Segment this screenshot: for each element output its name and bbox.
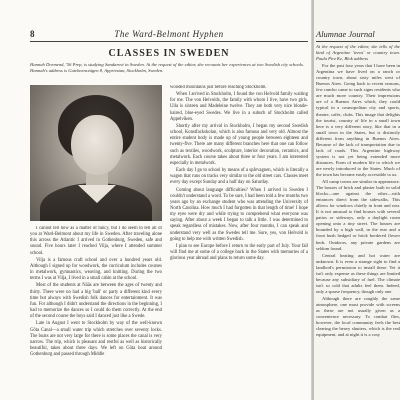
page-header xyxy=(30,29,308,42)
right-paragraph: At the request of the editor, she tells of the kind of Argentine 'teens' or country town. Paula Pirz Ke, Blok address xyxy=(316,44,400,62)
portrait-face xyxy=(71,115,123,175)
article-intro: Hannah Dormend, '56 Prep, is studying Sandarovi in Sweden. At the request of the editor, she recounts her experiences at two Swedish city schools. Hannah's address is Gutebarnsvägen 8, Apprivstan, Stockholm, Sweden. xyxy=(30,62,304,73)
paragraph: Shortly after my arrival in Stockholm, I began my second Swedish school, Konstfackskolan, which is also famous and very old. Almost the entire student body is made up of young people between eighteen and twenty-five. There are many different branches here that one can follow such as textiles, woodwork, sculpture, interior decoration, ceramics, and metalwork. Each course takes about three or four years. I am interested especially in metalwork. xyxy=(170,123,308,166)
right-paragraph: All camp towns are similar in appearance. The houses of brick and plaster built in solid blocks—one against the other—with entrances direct from the sidewalks. This allows for windows chiefly in front and rear. It is not unusual to find houses with several patios or sideways, only a daylight room opening onto a tiny street. The houses are bounded by a high wall, in the rear and a front bush hedged or brick bordered flower beds. Outdoors, any private gardens are seldom found. xyxy=(316,179,400,251)
left-text-column xyxy=(30,226,162,396)
paragraph: Late in August I went to Stockholm by way of the well-known Göta Canal—a small water trip which stretches over seventy locks. The boats are not very large for there is some places the canal is very narrow. The trip, which is pleasant and restful as well as historically beautiful, takes about three days. We left on Göta boat around Gothenburg and passed through Middle xyxy=(30,321,162,358)
paragraph: When I arrived in Stockholm, I found the von Helvold family waiting for me. The von Helvolds, the family with whom I live, have two girls. Ulla is sixteen and Madeleine twelve. They are both very nice blonde-haired, blue-eyed Swedes. We live in a suburb of Stockholm called Appelviken. xyxy=(170,92,308,122)
article-title: CLASSES IN SWEDEN xyxy=(108,48,230,59)
right-paragraph: For the past four years that I have been in Argentina we have lived on a ranch or country town, about sixty miles west of Buenos Aires. Going back to recent seasons, few rancho came to such signs residents who are much more country. Their impressions are of a Buenos Aires which, they could typical in a cosmopolitan city and sports, theatre, cafés, clubs. This image that delights the tourist, country of life in a small town here is a very different story, like that in a small town in the States, but is distinctly different from anything in Buenos Aires. Because of the lack of transportation due to lack of roads. This Argentine highway system is not yet being extended more distances. Form of modern life to which we are newly introduced to the States. Much of the town has become easily accessible to us. xyxy=(316,63,400,177)
right-paragraph: Although there are roughly the same atmosphere, one must provide with screens as these are not usually given as a convenience necessary. To combat flies, however, the local community feels the best clearing the heavy shutters, which is the real equipment, and at night it is a cosy xyxy=(316,295,400,338)
right-page-column xyxy=(316,44,400,396)
paragraph: wooded mountains just before reaching Stockholm. xyxy=(170,85,267,90)
middle-text-column xyxy=(170,85,308,396)
page-number: 8 xyxy=(30,29,35,39)
paragraph: Vilja is a famous craft school and over a hundred years old. Although I signed up for woodwork, the curriculum includes courses in metalwork, gymnastics, weaving, and knitting. During the two terms I was at Vilja, I lived in a small cabin at the school. xyxy=(30,257,162,282)
right-page-header: Alumnae Journal xyxy=(316,29,400,42)
paragraph: Each day I go to school by means of a spårvagnen, which is literally a wagon that runs on tracks very similar to the old street cars. Classes meet every day except Sunday and a half day on Saturday. xyxy=(170,168,308,186)
paragraph: I cannot tell how as a matter of fancy, but I do seem to tell all of you at Ward-Belmont about my life in Sweden. After traveling alone this across the Atlantic I arrived in Gothenburg, Sweden, safe and sound. Five hours later I reached Vilja, where I attended summer school. xyxy=(30,226,162,256)
paragraph: Coming about language difficulties? When I arrived in Sweden I couldn't understand a word. To be sure, I had been told a few months two years ago by an exchange student who was attending the University of North Carolina. How much I had forgotten in that length of time! I hope my eyes were dry and while trying to comprehend what everyone was saying. After about a week I began to talk a little. I was determined to speak regardless of mistakes. Now, after four months, I can speak and understand very well as the Swedes tell me. Sure, yes, von Helvold is going to help me with written Swedish. xyxy=(170,187,308,242)
journal-title: The Ward-Belmont Hyphen xyxy=(114,29,224,39)
paragraph: Most of the students at Nääs are between the ages of twenty and thirty. There were no had a big 'ball' or party a different kind every time but always with Swedish folk dances for entertainment. It was fun. For although I didn't understand the directions in the beginning, I had to memorize the dances so I could do them correctly. At the end of the second course the boys said I danced just like a Swede. xyxy=(30,283,162,320)
right-paragraph: Central heating and hot water are unknown. It is even a strange sight to find a landlord's permission to install these. Yet it isn't only expense as these things are limited because any subsidiary of fuel. The climate isn't so cold that adults feel them. Indeed, only a sparse frequency, though only one. xyxy=(316,252,400,294)
author-portrait-photo xyxy=(30,85,162,221)
right-page xyxy=(314,0,400,400)
paragraph: I plan to see Europe before I return to the early part of July. Your fall will find me at some of a college back in the States with memories of a glorious year abroad and plans to return some day. xyxy=(170,243,308,262)
